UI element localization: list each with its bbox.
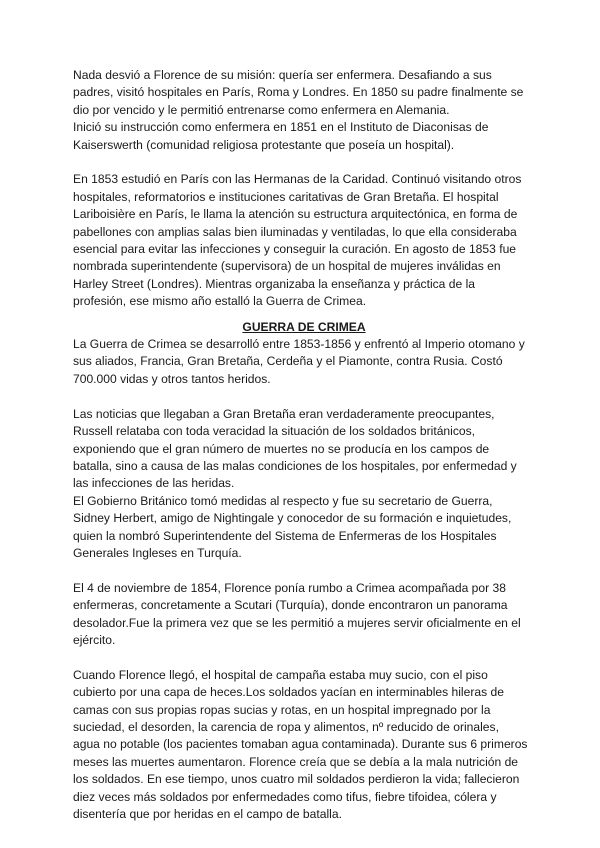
text-line: suciedad, el desorden, la carencia de ropa y alimentos, nº reducido de orinales, (73, 719, 499, 734)
text-line: quien la nombró Superintendente del Sistema de Enfermeras de los Hospitales (73, 528, 497, 543)
paragraph-gap (73, 311, 535, 319)
paragraph-paris-1853 (73, 171, 535, 310)
text-line: las infecciones de las heridas. (73, 476, 235, 491)
text-line: En 1853 estudió en París con las Hermanas de la Caridad. Continuó visitando otros (73, 172, 522, 187)
paragraph-crimea-war (73, 336, 535, 388)
text-line: pabellones con amplias salas bien iluminadas y ventiladas, lo que ella consideraba (73, 224, 517, 239)
text-line: Generales Ingleses en Turquía. (73, 545, 242, 560)
text-line: Cuando Florence llegó, el hospital de campaña estaba muy sucio, con el piso (73, 667, 488, 682)
text-line: los soldados. En ese tiempo, unos cuatro mil soldados perdieron la vida; fallecieron (73, 772, 520, 787)
text-line: La Guerra de Crimea se desarrolló entre 1853-1856 y enfrentó al Imperio otomano y (73, 337, 525, 352)
document-page (73, 67, 535, 823)
text-line: exponiendo que el gran número de muertes no se producía en los campos de (73, 441, 490, 456)
text-line: disentería que por heridas en el campo de batalla. (73, 807, 342, 821)
text-line: Las noticias que llegaban a Gran Bretaña eran verdaderamente preocupantes, (73, 406, 495, 421)
paragraph-departure (73, 580, 535, 650)
paragraph-news (73, 406, 535, 563)
text-line: Sidney Herbert, amigo de Nightingale y conocedor de su formación e inquietudes, (73, 511, 512, 526)
text-line: profesión, ese mismo año estalló la Guerra de Crimea. (73, 294, 367, 309)
text-line: camas con sus propias ropas sucias y rotas, en un hospital impregnado por la (73, 702, 491, 717)
text-line: El Gobierno Británico tomó medidas al respecto y fue su secretario de Guerra, (73, 493, 493, 508)
text-line: esencial para evitar las infecciones y conseguir la curación. En agosto de 1853 fue (73, 242, 517, 257)
paragraph-gap (73, 562, 535, 579)
text-line: hospitales, reformatorios e instituciones caritativas de Gran Bretaña. El hospital (73, 189, 499, 204)
text-line: El 4 de noviembre de 1854, Florence ponía rumbo a Crimea acompañada por 38 (73, 580, 506, 595)
text-line: Harley Street (Londres). Mientras organizaba la enseñanza y práctica de la (73, 276, 475, 291)
text-line: dio por vencido y le permitió entrenarse como enfermera en Alemania. (73, 102, 450, 117)
text-line: enfermeras, concretamente a Scutari (Turquía), donde encontraron un panorama (73, 598, 508, 613)
text-line: Lariboisière en París, le llama la atención su estructura arquitectónica, en forma de (73, 207, 518, 222)
text-line: Inició su instrucción como enfermera en 1851 en el Instituto de Diaconisas de (73, 120, 489, 135)
text-line: sus aliados, Francia, Gran Bretaña, Cerdeña y el Piamonte, contra Rusia. Costó (73, 354, 503, 369)
paragraph-gap (73, 154, 535, 171)
text-line: ejército. (73, 632, 116, 647)
text-line: 700.000 vidas y otros tantos heridos. (73, 371, 271, 386)
text-line: nombrada superintendente (supervisora) de un hospital de mujeres inválidas en (73, 259, 501, 274)
paragraph-gap (73, 649, 535, 666)
text-line: diez veces más soldados por enfermedades como tifus, fiebre tifoidea, cólera y (73, 789, 497, 804)
text-line: desolador.Fue la primera vez que se les permitió a mujeres servir oficialmente en el (73, 615, 521, 630)
text-line: cubierto por una capa de heces.Los soldados yacían en interminables hileras de (73, 685, 504, 700)
text-line: batalla, sino a causa de las malas condiciones de los hospitales, por enfermedad y (73, 458, 517, 473)
paragraph-mission (73, 67, 535, 154)
section-heading: GUERRA DE CRIMEA (242, 319, 366, 334)
paragraph-hospital-conditions (73, 667, 535, 824)
text-line: padres, visitó hospitales en París, Roma y Londres. En 1850 su padre finalmente se (73, 85, 524, 100)
paragraph-gap (73, 388, 535, 405)
text-line: Kaiserswerth (comunidad religiosa protestante que poseía un hospital). (73, 137, 455, 152)
text-line: meses las muertes aumentaron. Florence creía que se debía a la mala nutrición de (73, 754, 519, 769)
text-line: Nada desvió a Florence de su misión: quería ser enfermera. Desafiando a sus (73, 68, 492, 82)
text-line: agua no potable (los pacientes tomaban agua contaminada). Durante sus 6 primeros (73, 737, 528, 752)
text-line: Russell relataba con toda veracidad la situación de los soldados británicos, (73, 424, 476, 439)
